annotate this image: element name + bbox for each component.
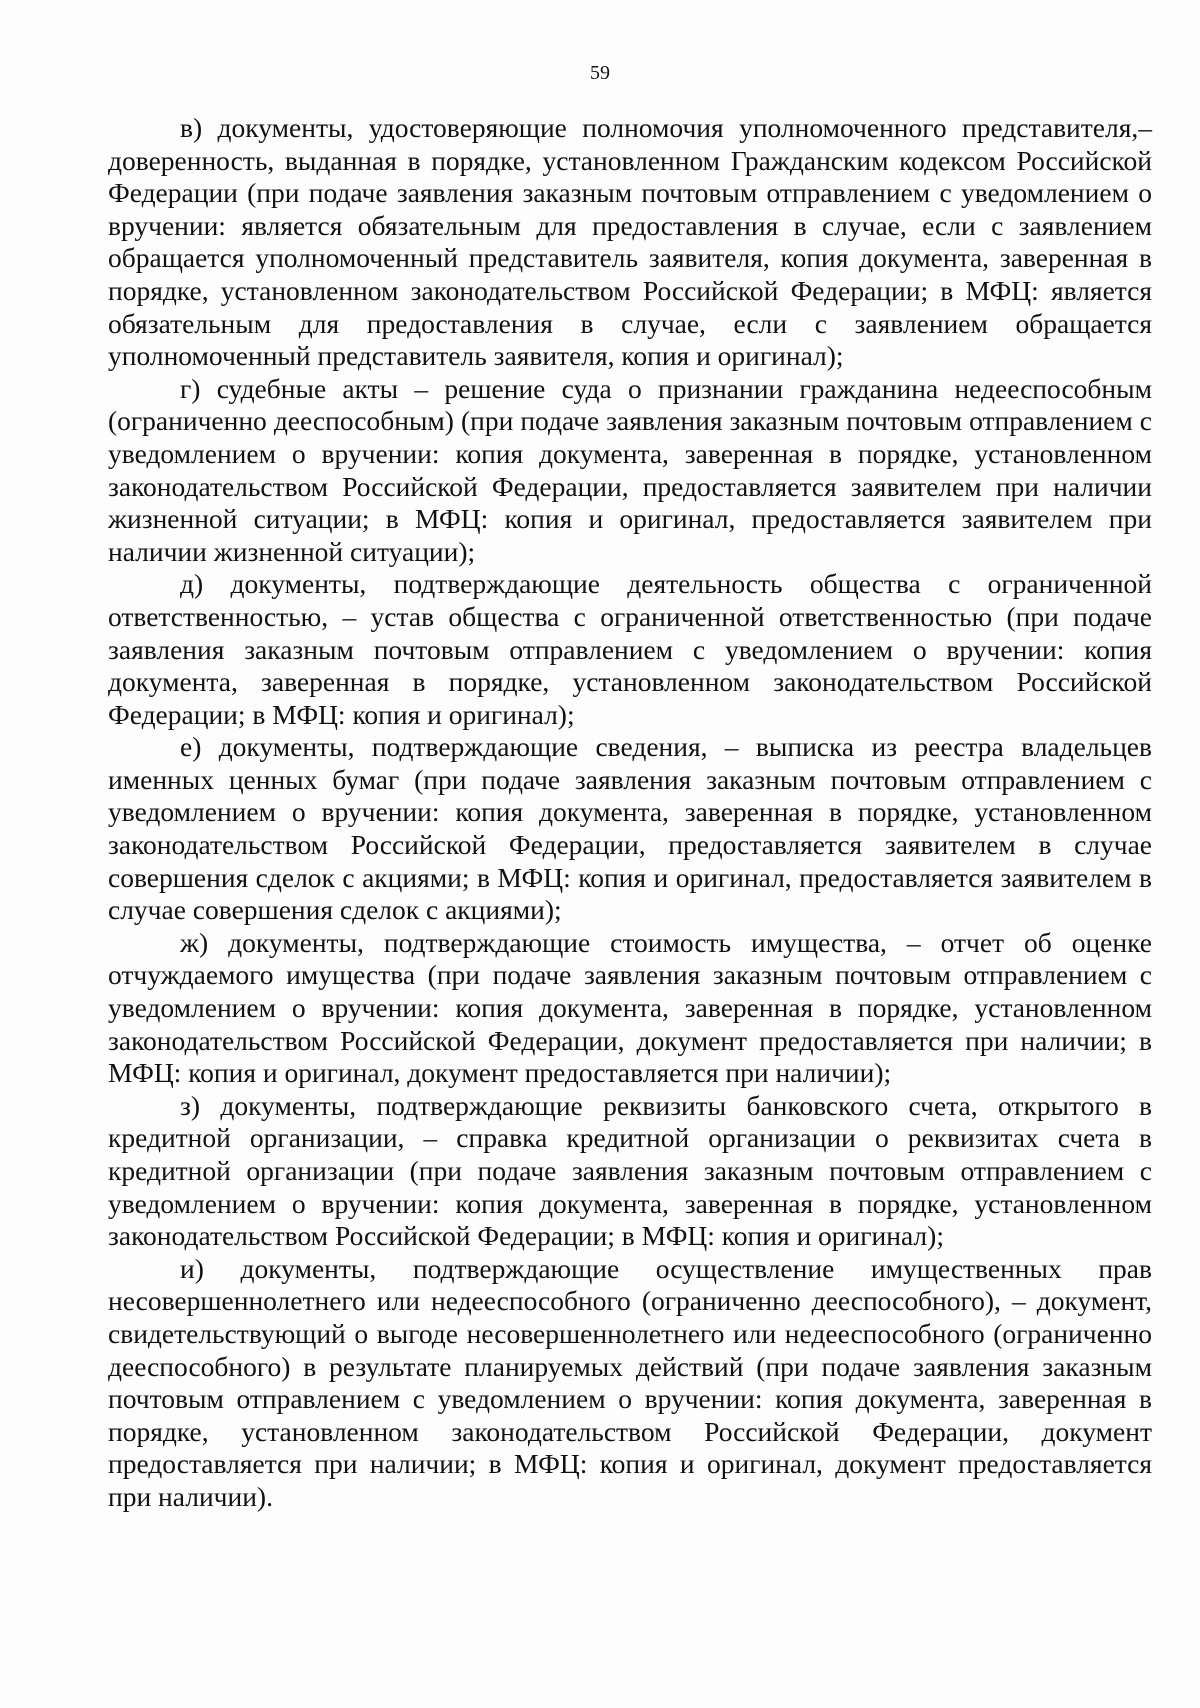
paragraph-i: и) документы, подтверждающие осуществление имущественных прав несовершеннолетнего или недееспособного (ограниченно дееспособного), – документ, свидетельствующий о выгоде несовершеннолетнего или недееспособного (ограниченно дееспособного) в результате планируемых действий (при подаче заявления заказным почтовым отправлением с уведомлением о вручении: копия документа, заверенная в порядке, установленном законодательством Российской Федерации, документ предоставляется при наличии; в МФЦ: копия и оригинал, документ предоставляется при наличии). [108,1252,1152,1512]
paragraph-z: з) документы, подтверждающие реквизиты банковского счета, открытого в кредитной организации, – справка кредитной организации о реквизитах счета в кредитной организации (при подаче заявления заказным почтовым отправлением с уведомлением о вручении: копия документа, заверенная в порядке, установленном законодательством Российской Федерации; в МФЦ: копия и оригинал); [108,1089,1152,1252]
paragraph-zh: ж) документы, подтверждающие стоимость имущества, – отчет об оценке отчуждаемого имущества (при подаче заявления заказным почтовым отправлением с уведомлением о вручении: копия документа, заверенная в порядке, установленном законодательством Российской Федерации, документ предоставляется при наличии; в МФЦ: копия и оригинал, документ предоставляется при наличии); [108,926,1152,1089]
paragraph-e: е) документы, подтверждающие сведения, – выписка из реестра владельцев именных ценных бумаг (при подаче заявления заказным почтовым отправлением с уведомлением о вручении: копия документа, заверенная в порядке, установленном законодательством Российской Федерации, предоставляется заявителем в случае совершения сделок с акциями; в МФЦ: копия и оригинал, предоставляется заявителем в случае совершения сделок с акциями); [108,731,1152,926]
paragraph-g: г) судебные акты – решение суда о признании гражданина недееспособным (ограниченно дееспособным) (при подаче заявления заказным почтовым отправлением с уведомлением о вручении: копия документа, заверенная в порядке, установленном законодательством Российской Федерации, предоставляется заявителем при наличии жизненной ситуации; в МФЦ: копия и оригинал, предоставляется заявителем при наличии жизненной ситуации); [108,372,1152,567]
document-body [108,112,1152,1514]
page-number: 59 [590,62,610,84]
paragraph-d: д) документы, подтверждающие деятельность общества с ограниченной ответственностью, – устав общества с ограниченной ответственностью (при подаче заявления заказным почтовым отправлением с уведомлением о вручении: копия документа, заверенная в порядке, установленном законодательством Российской Федерации; в МФЦ: копия и оригинал); [108,568,1152,730]
paragraph-v: в) документы, удостоверяющие полномочия уполномоченного представителя,– доверенность, выданная в порядке, установленном Гражданским кодексом Российской Федерации (при подаче заявления заказным почтовым отправлением с уведомлением о вручении: является обязательным для предоставления в случае, если с заявлением обращается уполномоченный представитель заявителя, копия документа, заверенная в порядке, установленном законодательством Российской Федерации; в МФЦ: является обязательным для предоставления в случае, если с заявлением обращается уполномоченный представитель заявителя, копия и оригинал); [108,112,1152,372]
